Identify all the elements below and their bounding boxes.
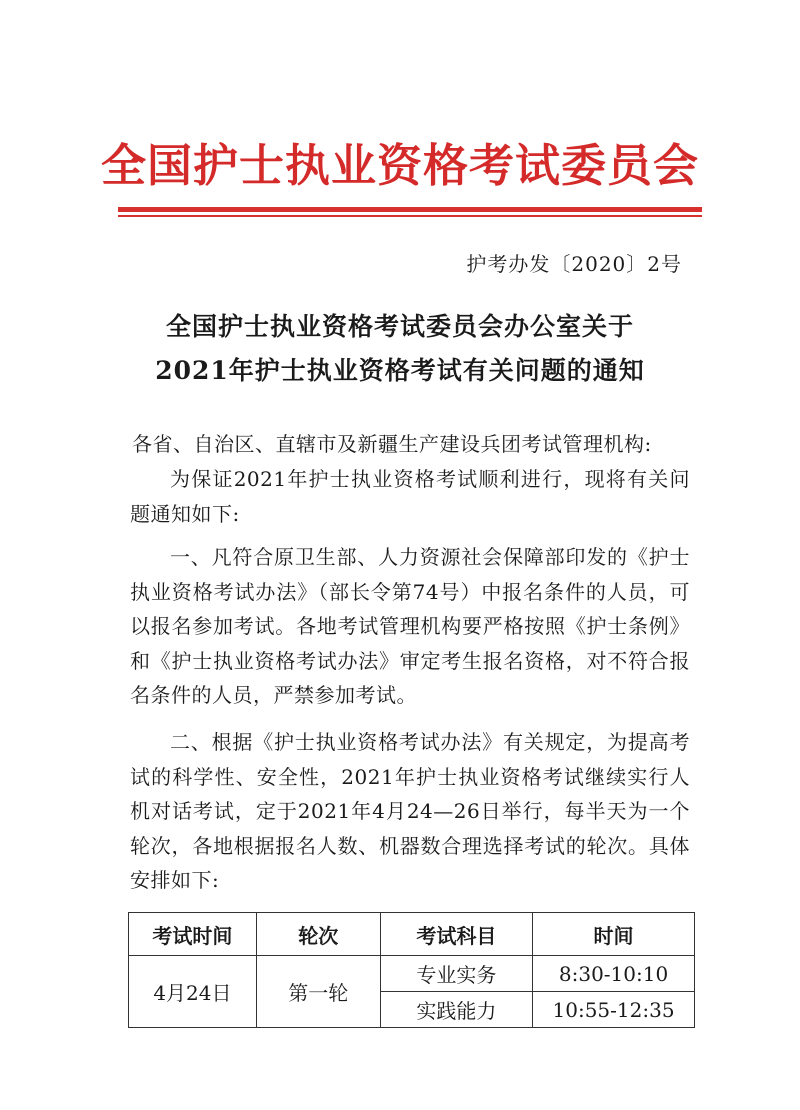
document-number: 护考办发〔2020〕2号 [466,252,682,276]
document-title-line-1: 全国护士执业资格考试委员会办公室关于 [165,312,634,341]
salutation: 各省、自治区、直辖市及新疆生产建设兵团考试管理机构: [132,432,652,456]
red-header-rule [118,207,702,212]
header-exam-date: 考试时间 [129,913,257,956]
cell-time: 8:30-10:10 [533,956,695,992]
issuing-organization-title: 全国护士执业资格考试委员会 [100,139,699,192]
document-title-line-2: 2021年护士执业资格考试有关问题的通知 [155,356,645,385]
cell-round: 第一轮 [256,956,380,1028]
cell-exam-date: 4月24日 [129,956,257,1028]
paragraph-intro: 为保证2021年护士执业资格考试顺利进行，现将有关问题通知如下: [130,467,690,526]
exam-schedule-table [128,912,695,1028]
cell-subject: 实践能力 [380,992,532,1028]
cell-subject: 专业实务 [380,956,532,992]
paragraph-one: 一、凡符合原卫生部、人力资源社会保障部印发的《护士执业资格考试办法》（部长令第74号）中报名条件的人员，可以报名参加考试。各地考试管理机构要严格按照《护士条例》和《护士执业资格考试办法》审定考生报名资格，对不符合报名条件的人员，严禁参加考试。 [130,545,690,707]
table-header-row [129,913,695,956]
cell-time: 10:55-12:35 [533,992,695,1028]
red-header-rule-thin [118,215,702,217]
header-round: 轮次 [256,913,380,956]
header-time: 时间 [533,913,695,956]
paragraph-two: 二、根据《护士执业资格考试办法》有关规定，为提高考试的科学性、安全性，2021年护士执业资格考试继续实行人机对话考试，定于2021年4月24—26日举行，每半天为一个轮次，各地根据报名人数、机器数合理选择考试的轮次。具体安排如下: [130,730,690,892]
table-row [129,956,695,992]
header-subject: 考试科目 [380,913,532,956]
